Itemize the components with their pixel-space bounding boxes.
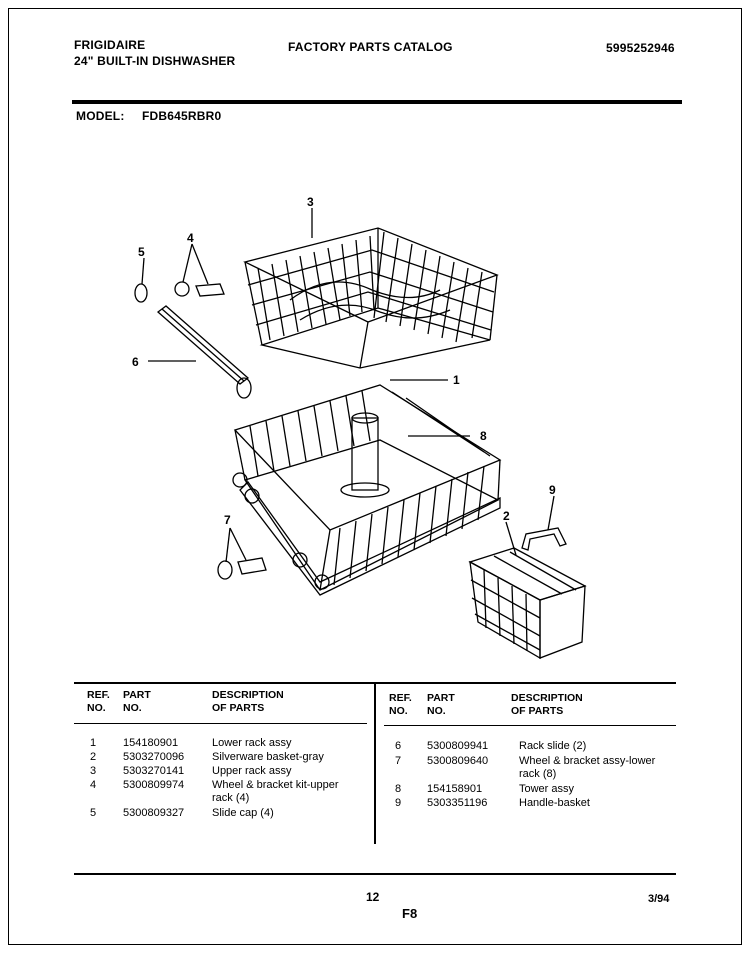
rack-slide-drawing (158, 306, 248, 384)
product-title: 24" BUILT-IN DISHWASHER (74, 54, 236, 68)
brand-name: FRIGIDAIRE (74, 38, 146, 52)
header-desc-left: DESCRIPTION OF PARTS (212, 689, 284, 714)
footer-rule (74, 873, 676, 875)
header-rule-left (74, 723, 367, 724)
callout-9: 9 (549, 483, 556, 497)
header-part-left: PART NO. (123, 689, 151, 714)
callout-8: 8 (480, 429, 487, 443)
callout-7: 7 (224, 513, 231, 527)
callout-2: 2 (503, 509, 510, 523)
header-desc-right: DESCRIPTION OF PARTS (511, 692, 583, 717)
basket-handle-drawing (522, 528, 566, 550)
header-ref-left: REF. NO. (87, 689, 110, 714)
model-number: FDB645RBR0 (142, 109, 222, 123)
page-number: 12 (366, 890, 380, 904)
callout-6: 6 (132, 355, 139, 369)
catalog-number: 5995252946 (606, 41, 675, 55)
table-divider (374, 684, 376, 844)
catalog-title: FACTORY PARTS CATALOG (288, 40, 453, 54)
header-rule-right (384, 725, 676, 726)
silverware-basket-drawing (470, 548, 585, 658)
lower-wheel-drawing (218, 561, 232, 579)
revision-date: 3/94 (648, 893, 670, 905)
upper-wheel-drawing (175, 282, 189, 296)
model-label: MODEL: (76, 109, 125, 123)
section-code: F8 (402, 906, 418, 921)
upper-rack-drawing (245, 228, 497, 368)
callout-4: 4 (187, 231, 194, 245)
header-part-right: PART NO. (427, 692, 455, 717)
callout-1: 1 (453, 373, 460, 387)
slide-cap-drawing (135, 284, 147, 302)
callout-3: 3 (307, 195, 314, 209)
callout-5: 5 (138, 245, 145, 259)
header-ref-right: REF. NO. (389, 692, 412, 717)
lower-rack-drawing (233, 385, 500, 595)
